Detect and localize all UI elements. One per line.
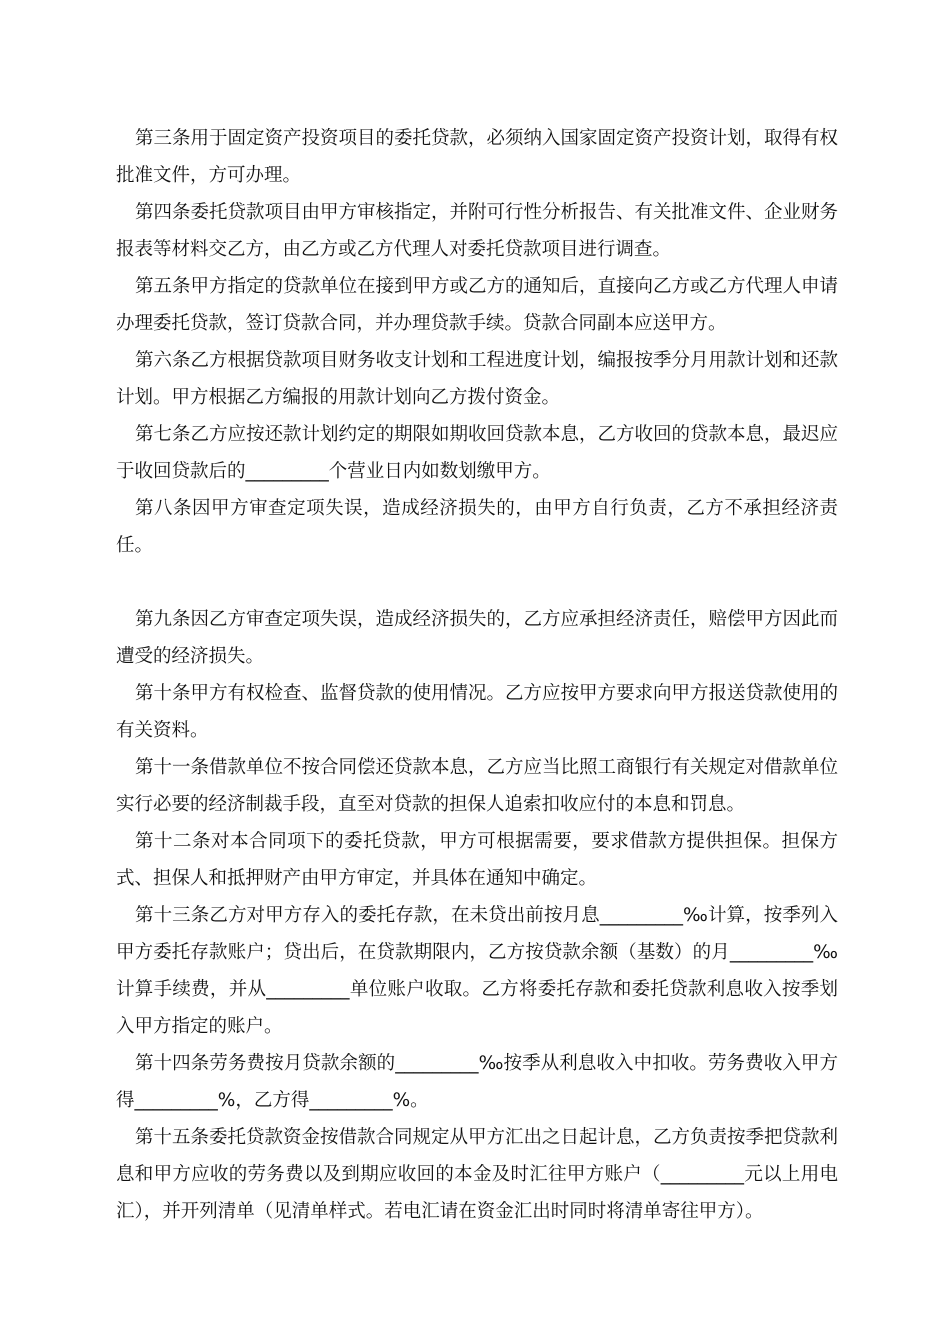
document-body — [116, 120, 838, 1230]
article-11: 第十一条借款单位不按合同偿还贷款本息，乙方应当比照工商银行有关规定对借款单位实行必要的经济制裁手段，直至对贷款的担保人追索扣收应付的本息和罚息。 — [116, 757, 839, 815]
article-4: 第四条委托贷款项目由甲方审核指定，并附可行性分析报告、有关批准文件、企业财务报表等材料交乙方，由乙方或乙方代理人对委托贷款项目进行调查。 — [116, 202, 839, 260]
article-14: 第十四条劳务费按月贷款余额的_________‰按季从利息收入中扣收。劳务费收入甲方得_________%，乙方得_________%。 — [116, 1053, 838, 1111]
article-13: 第十三条乙方对甲方存入的委托存款，在未贷出前按月息_________‰计算，按季列入甲方委托存款账户；贷出后，在贷款期限内，乙方按贷款余额（基数）的月_________‰计算手续费，并从_________单位账户收取。乙方将委托存款和委托贷款利息收入按季划入甲方指定的账户。 — [116, 905, 838, 1037]
article-12: 第十二条对本合同项下的委托贷款，甲方可根据需要，要求借款方提供担保。担保方式、担保人和抵押财产由甲方审定，并具体在通知中确定。 — [116, 831, 838, 889]
article-6: 第六条乙方根据贷款项目财务收支计划和工程进度计划，编报按季分月用款计划和还款计划。甲方根据乙方编报的用款计划向乙方拨付资金。 — [116, 350, 839, 408]
article-3: 第三条用于固定资产投资项目的委托贷款，必须纳入国家固定资产投资计划，取得有权批准文件，方可办理。 — [116, 128, 839, 186]
article-5: 第五条甲方指定的贷款单位在接到甲方或乙方的通知后，直接向乙方或乙方代理人申请办理委托贷款，签订贷款合同，并办理贷款手续。贷款合同副本应送甲方。 — [116, 276, 839, 334]
article-9: 第九条因乙方审查定项失误，造成经济损失的，乙方应承担经济责任，赔偿甲方因此而遭受的经济损失。 — [116, 609, 839, 667]
article-8: 第八条因甲方审查定项失误，造成经济损失的，由甲方自行负责，乙方不承担经济责任。 — [116, 498, 838, 556]
article-10: 第十条甲方有权检查、监督贷款的使用情况。乙方应按甲方要求向甲方报送贷款使用的有关资料。 — [116, 683, 839, 741]
article-7: 第七条乙方应按还款计划约定的期限如期收回贷款本息，乙方收回的贷款本息，最迟应于收回贷款后的_________个营业日内如数划缴甲方。 — [116, 424, 839, 482]
article-15: 第十五条委托贷款资金按借款合同规定从甲方汇出之日起计息，乙方负责按季把贷款利息和甲方应收的劳务费以及到期应收回的本金及时汇往甲方账户（_________元以上用电汇），并开列清单（见清单样式。若电汇请在资金汇出时同时将清单寄往甲方）。 — [116, 1127, 839, 1222]
